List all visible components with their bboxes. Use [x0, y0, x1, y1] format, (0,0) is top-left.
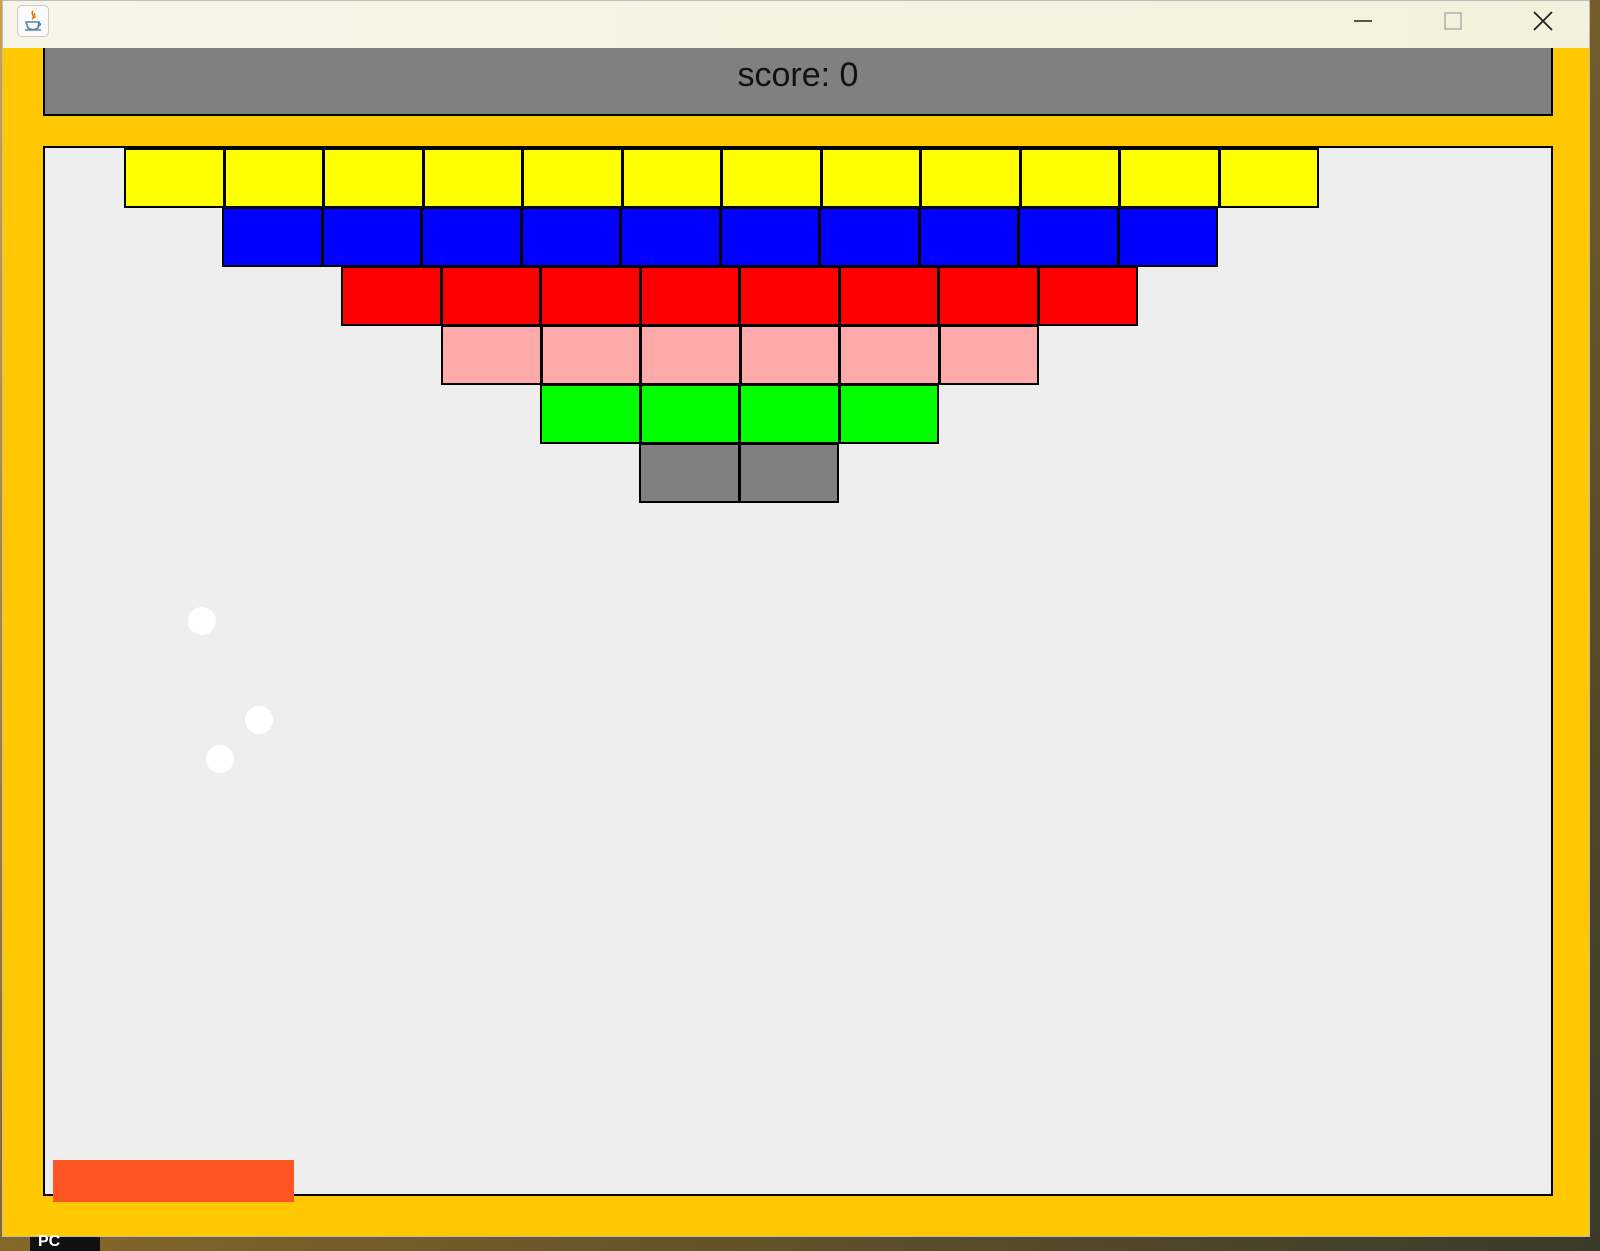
brick: [839, 325, 940, 385]
brick: [441, 266, 542, 326]
brick: [739, 384, 840, 444]
brick: [839, 266, 940, 326]
paddle[interactable]: [53, 1160, 294, 1202]
brick: [622, 148, 723, 208]
close-button[interactable]: [1513, 1, 1573, 41]
brick: [640, 384, 741, 444]
java-coffee-icon[interactable]: [17, 5, 49, 37]
brick: [224, 148, 325, 208]
game-window: [2, 0, 1590, 1237]
brick: [124, 148, 225, 208]
brick: [421, 207, 522, 267]
brick: [740, 325, 841, 385]
brick: [939, 325, 1040, 385]
brick: [1038, 266, 1139, 326]
frame-right-strip: [1553, 48, 1590, 1237]
brick: [739, 266, 840, 326]
brick: [540, 266, 641, 326]
brick: [1020, 148, 1121, 208]
brick: [721, 148, 822, 208]
brick: [1018, 207, 1119, 267]
brick: [1119, 148, 1220, 208]
brick: [821, 148, 922, 208]
taskbar-peek: [30, 1233, 100, 1251]
brick: [739, 443, 840, 503]
brick: [522, 148, 623, 208]
brick: [1219, 148, 1320, 208]
minimize-button[interactable]: [1333, 1, 1393, 41]
minimize-icon: [1353, 11, 1373, 31]
ball: [188, 607, 216, 635]
brick: [819, 207, 920, 267]
close-icon: [1532, 10, 1554, 32]
brick: [540, 384, 641, 444]
ball: [206, 745, 234, 773]
taskbar-label: PC: [38, 1233, 61, 1250]
score-label: score: 0: [737, 56, 859, 94]
brick: [640, 325, 741, 385]
brick: [640, 266, 741, 326]
brick: [720, 207, 821, 267]
brick: [341, 266, 442, 326]
brick: [920, 148, 1021, 208]
maximize-button[interactable]: [1423, 1, 1483, 41]
brick: [541, 325, 642, 385]
maximize-icon: [1443, 11, 1463, 31]
brick: [322, 207, 423, 267]
brick: [919, 207, 1020, 267]
brick: [521, 207, 622, 267]
brick: [441, 325, 542, 385]
brick: [839, 384, 940, 444]
ball: [245, 706, 273, 734]
brick: [620, 207, 721, 267]
title-bar[interactable]: [3, 1, 1589, 48]
score-bar: [43, 48, 1553, 116]
brick: [1118, 207, 1219, 267]
play-area[interactable]: [43, 146, 1553, 1196]
brick: [639, 443, 740, 503]
brick: [222, 207, 323, 267]
brick: [423, 148, 524, 208]
brick: [323, 148, 424, 208]
brick: [938, 266, 1039, 326]
